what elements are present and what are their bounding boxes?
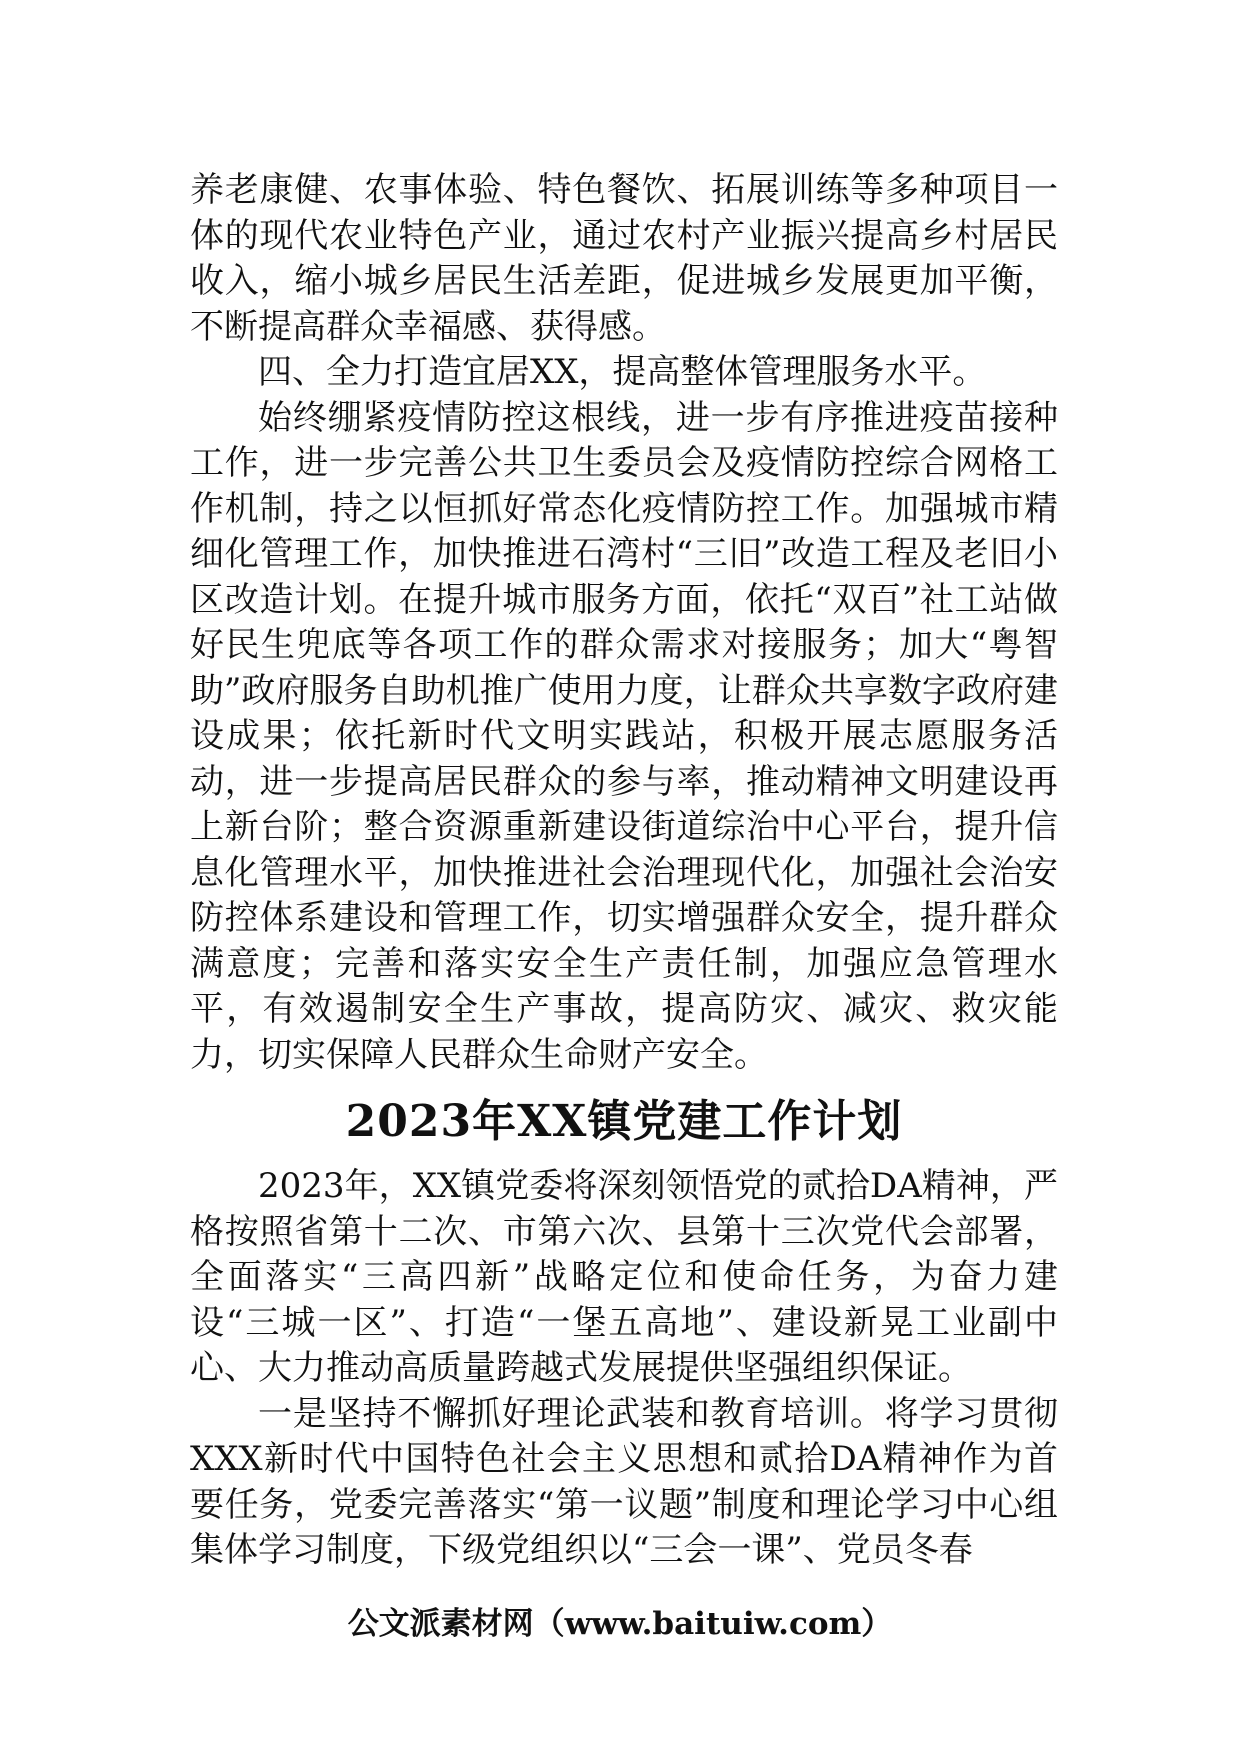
footer-watermark-text: 公文派素材网（www.baituiw.com） xyxy=(347,1606,893,1642)
paragraph-intro: 2023年，XX镇党委将深刻领悟党的贰拾DA精神，严格按照省第十二次、市第六次、县第十三次党代会部署，全面落实“三高四新”战略定位和使命任务，为奋力建设“三城一区”、打造“一堡五高地”、建设新晃工业副中心、大力推动高质量跨越式发展提供坚强组织保证。 xyxy=(190,1166,1058,1388)
document-body xyxy=(190,168,1058,1574)
paragraph-point-one: 一是坚持不懈抓好理论武装和教育培训。将学习贯彻XXX新时代中国特色社会主义思想和贰拾DA精神作为首要任务，党委完善落实“第一议题”制度和理论学习中心组集体学习制度，下级党组织以“三会一课”、党员冬春 xyxy=(190,1393,1058,1570)
document-title: 2023年XX镇党建工作计划 xyxy=(345,1096,903,1147)
paragraph-continuation: 养老康健、农事体验、特色餐饮、拓展训练等多种项目一体的现代农业特色产业，通过农村产业振兴提高乡村居民收入，缩小城乡居民生活差距，促进城乡发展更加平衡，不断提高群众幸福感、获得感。 xyxy=(190,170,1058,347)
paragraph-epidemic-management: 始终绷紧疫情防控这根线，进一步有序推进疫苗接种工作，进一步完善公共卫生委员会及疫情防控综合网格工作机制，持之以恒抓好常态化疫情防控工作。加强城市精细化管理工作，加快推进石湾村“三旧”改造工程及老旧小区改造计划。在提升城市服务方面，依托“双百”社工站做好民生兜底等各项工作的群众需求对接服务；加大“粤智助”政府服务自助机推广使用力度，让群众共享数字政府建设成果；依托新时代文明实践站，积极开展志愿服务活动，进一步提高居民群众的参与率，推动精神文明建设再上新台阶；整合资源重新建设街道综治中心平台，提升信息化管理水平，加快推进社会治理现代化，加强社会治安防控体系建设和管理工作，切实增强群众安全，提升群众满意度；完善和落实安全生产责任制，加强应急管理水平，有效遏制安全生产事故，提高防灾、减灾、救灾能力，切实保障人民群众生命财产安全。 xyxy=(190,397,1058,1075)
section-heading-four: 四、全力打造宜居XX，提高整体管理服务水平。 xyxy=(258,352,987,392)
